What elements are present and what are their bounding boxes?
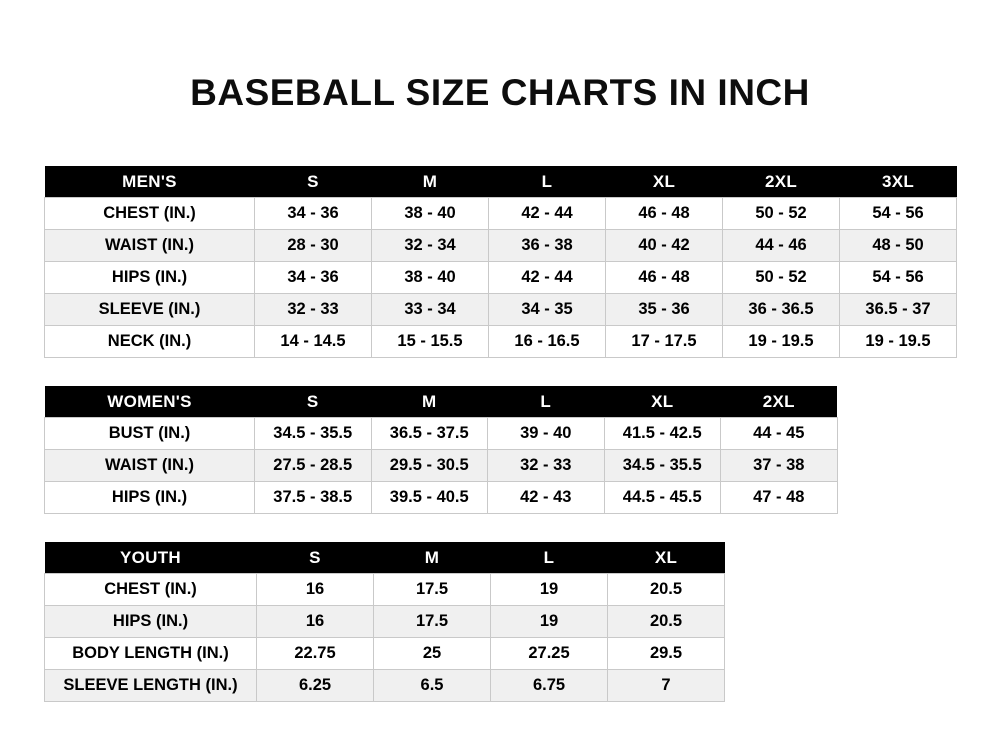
table-cell: 29.5 [608,638,725,670]
table-header-row [45,542,725,574]
table-cell: 50 - 52 [723,262,840,294]
column-header: MEN'S [45,166,255,198]
row-label: SLEEVE LENGTH (IN.) [45,670,257,702]
table-cell: 6.5 [374,670,491,702]
table-cell: 36 - 36.5 [723,294,840,326]
table-cell: 36 - 38 [489,230,606,262]
mens-size-table [44,166,957,358]
table-cell: 35 - 36 [606,294,723,326]
table-cell: 7 [608,670,725,702]
column-header: S [257,542,374,574]
column-header: L [489,166,606,198]
column-header: L [491,542,608,574]
youth-size-table [44,542,725,702]
table-row [45,418,838,450]
table-cell: 16 [257,574,374,606]
table-cell: 42 - 43 [488,482,605,514]
table-cell: 44 - 45 [721,418,838,450]
size-tables-container [0,166,1000,702]
table-cell: 39 - 40 [488,418,605,450]
table-cell: 6.75 [491,670,608,702]
table-cell: 34 - 36 [255,198,372,230]
column-header: XL [608,542,725,574]
table-cell: 32 - 33 [488,450,605,482]
table-row [45,638,725,670]
row-label: CHEST (IN.) [45,574,257,606]
row-label: SLEEVE (IN.) [45,294,255,326]
table-cell: 17 - 17.5 [606,326,723,358]
table-cell: 54 - 56 [840,198,957,230]
table-cell: 19 - 19.5 [723,326,840,358]
table-cell: 6.25 [257,670,374,702]
column-header: 3XL [840,166,957,198]
table-cell: 27.25 [491,638,608,670]
row-label: HIPS (IN.) [45,482,255,514]
row-label: BUST (IN.) [45,418,255,450]
table-row [45,326,957,358]
table-cell: 17.5 [374,606,491,638]
table-cell: 44.5 - 45.5 [604,482,721,514]
row-label: CHEST (IN.) [45,198,255,230]
table-cell: 22.75 [257,638,374,670]
column-header: M [371,386,488,418]
table-cell: 46 - 48 [606,198,723,230]
row-label: HIPS (IN.) [45,262,255,294]
row-label: NECK (IN.) [45,326,255,358]
column-header: 2XL [723,166,840,198]
table-cell: 38 - 40 [372,198,489,230]
table-cell: 36.5 - 37 [840,294,957,326]
table-cell: 46 - 48 [606,262,723,294]
table-cell: 42 - 44 [489,262,606,294]
table-header-row [45,386,838,418]
column-header: XL [604,386,721,418]
table-cell: 15 - 15.5 [372,326,489,358]
table-cell: 38 - 40 [372,262,489,294]
column-header: L [488,386,605,418]
table-row [45,450,838,482]
table-row [45,606,725,638]
table-cell: 20.5 [608,574,725,606]
table-cell: 32 - 33 [255,294,372,326]
table-cell: 37 - 38 [721,450,838,482]
table-cell: 41.5 - 42.5 [604,418,721,450]
column-header: S [255,166,372,198]
table-cell: 44 - 46 [723,230,840,262]
table-row [45,670,725,702]
table-row [45,574,725,606]
table-cell: 39.5 - 40.5 [371,482,488,514]
row-label: WAIST (IN.) [45,450,255,482]
table-cell: 19 - 19.5 [840,326,957,358]
table-cell: 14 - 14.5 [255,326,372,358]
table-cell: 54 - 56 [840,262,957,294]
page-title: BASEBALL SIZE CHARTS IN INCH [190,72,810,113]
column-header: 2XL [721,386,838,418]
table-cell: 27.5 - 28.5 [255,450,372,482]
table-cell: 34 - 35 [489,294,606,326]
table-row [45,482,838,514]
table-cell: 36.5 - 37.5 [371,418,488,450]
table-cell: 17.5 [374,574,491,606]
table-row [45,294,957,326]
table-cell: 34.5 - 35.5 [604,450,721,482]
row-label: HIPS (IN.) [45,606,257,638]
table-row [45,262,957,294]
table-cell: 16 - 16.5 [489,326,606,358]
table-row [45,230,957,262]
table-cell: 32 - 34 [372,230,489,262]
table-cell: 25 [374,638,491,670]
table-cell: 19 [491,606,608,638]
table-cell: 34 - 36 [255,262,372,294]
table-row [45,198,957,230]
womens-size-table [44,386,838,514]
table-cell: 47 - 48 [721,482,838,514]
table-cell: 34.5 - 35.5 [255,418,372,450]
column-header: S [255,386,372,418]
row-label: BODY LENGTH (IN.) [45,638,257,670]
column-header: YOUTH [45,542,257,574]
column-header: M [374,542,491,574]
table-header-row [45,166,957,198]
column-header: M [372,166,489,198]
table-cell: 40 - 42 [606,230,723,262]
row-label: WAIST (IN.) [45,230,255,262]
table-cell: 16 [257,606,374,638]
table-cell: 19 [491,574,608,606]
table-cell: 28 - 30 [255,230,372,262]
column-header: WOMEN'S [45,386,255,418]
table-cell: 20.5 [608,606,725,638]
table-cell: 37.5 - 38.5 [255,482,372,514]
table-cell: 33 - 34 [372,294,489,326]
table-cell: 42 - 44 [489,198,606,230]
table-cell: 48 - 50 [840,230,957,262]
column-header: XL [606,166,723,198]
table-cell: 50 - 52 [723,198,840,230]
table-cell: 29.5 - 30.5 [371,450,488,482]
